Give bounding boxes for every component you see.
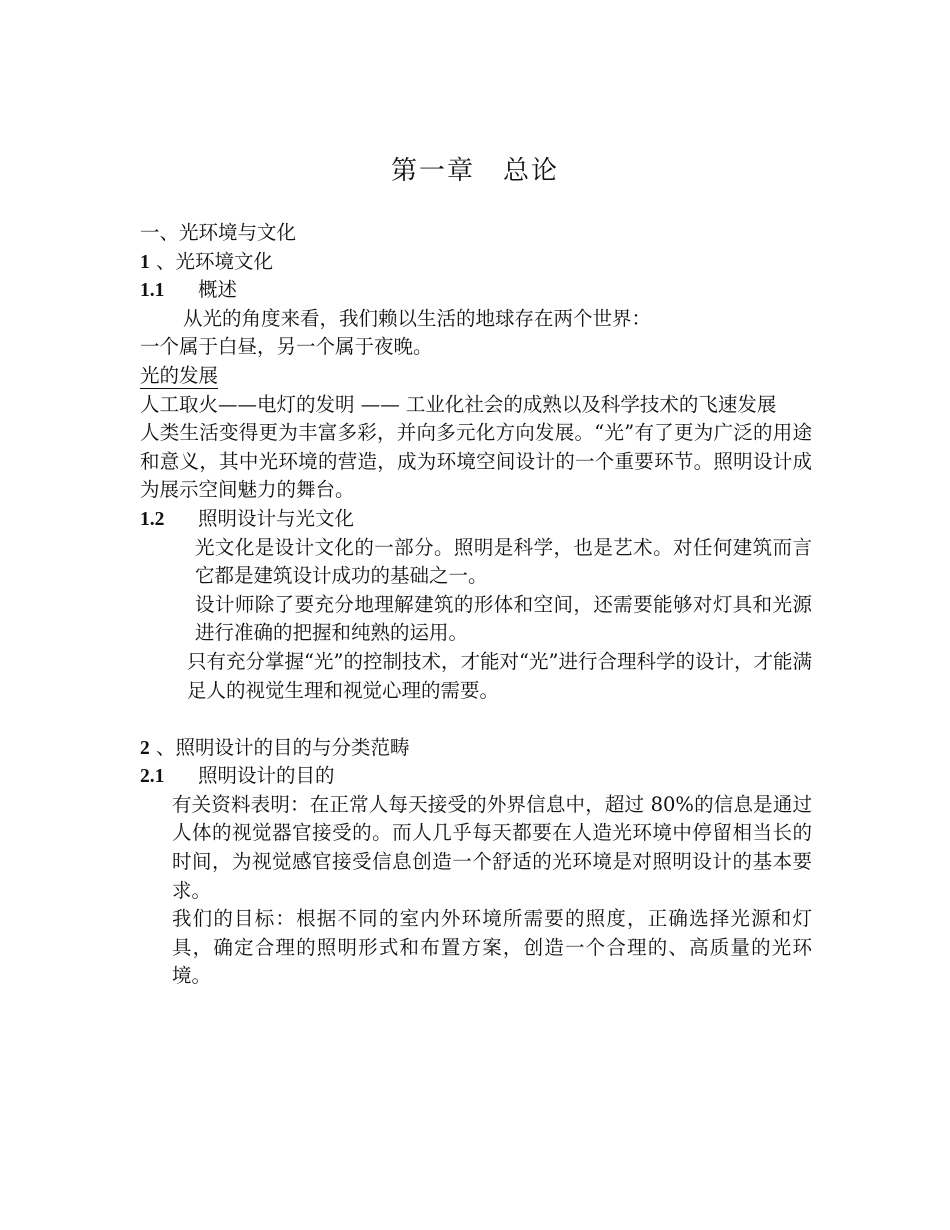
paragraph-text: 有关资料表明：在正常人每天接受的外界信息中，超过 80%的信息是通过人体的视觉器官接受的。而人几乎每天都要在人造光环境中停留相当长的时间，为视觉感官接受信息创造一个舒适的光环境是对照明设计的基本要求。 — [172, 792, 812, 902]
paragraph — [140, 534, 812, 591]
paragraph — [140, 791, 812, 905]
subsection-number: 2.1 — [140, 766, 165, 788]
section-number: 2 — [140, 737, 150, 759]
paragraph: 人工取火——电灯的发明 —— 工业化社会的成熟以及科学技术的飞速发展 — [140, 392, 777, 416]
subsection-number: 1 — [140, 251, 150, 273]
chapter-title: 第一章 总论 — [390, 156, 559, 186]
paragraph-text: 光文化是设计文化的一部分。照明是科学，也是艺术。对任何建筑而言它都是建筑设计成功的基础之一。 — [195, 535, 812, 588]
paragraph-text: 我们的目标：根据不同的室内外环境所需要的照度，正确选择光源和灯具，确定合理的照明形式和布置方案，创造一个合理的、高质量的光环境。 — [172, 907, 812, 988]
subsection-title: 照明设计的目的 — [198, 764, 335, 788]
section-heading-2 — [140, 734, 812, 763]
subsection-heading-1-1 — [140, 248, 812, 277]
subsection-number: 1.2 — [140, 508, 165, 530]
paragraph-text: 设计师除了要充分地理解建筑的形体和空间，还需要能够对灯具和光源进行准确的把握和纯熟的运用。 — [195, 592, 812, 645]
spacer — [140, 705, 812, 734]
underlined-heading — [140, 362, 812, 391]
paragraph — [140, 905, 812, 991]
subsection-heading-1-1-2 — [140, 505, 812, 534]
paragraph — [140, 648, 812, 705]
paragraph-text: 只有充分掌握“光”的控制技术，才能对“光”进行合理科学的设计，才能满足人的视觉生理和视觉心理的需要。 — [187, 649, 812, 702]
subsection-title: 概述 — [198, 278, 238, 302]
paragraph-line: 一个属于白昼，另一个属于夜晚。 — [140, 335, 433, 359]
subsection-title: 、光环境文化 — [149, 249, 273, 273]
subsection-number: 1.1 — [140, 280, 165, 302]
paragraph: 人类生活变得更为丰富多彩，并向多元化方向发展。“光”有了更为广泛的用途和意义，其中光环境的营造，成为环境空间设计的一个重要环节。照明设计成为展示空间魅力的舞台。 — [140, 421, 812, 502]
underlined-heading-text: 光的发展 — [140, 363, 219, 387]
subsection-heading-2-1 — [140, 762, 812, 791]
subsection-title: 照明设计与光文化 — [198, 506, 355, 530]
document-body — [140, 219, 812, 991]
section-heading-1: 一、光环境与文化 — [140, 221, 297, 244]
section-title: 、照明设计的目的与分类范畴 — [149, 735, 410, 759]
subsection-heading-1-1-1 — [140, 276, 812, 305]
paragraph — [140, 591, 812, 648]
paragraph-line: 从光的角度来看，我们赖以生活的地球存在两个世界： — [183, 306, 652, 330]
